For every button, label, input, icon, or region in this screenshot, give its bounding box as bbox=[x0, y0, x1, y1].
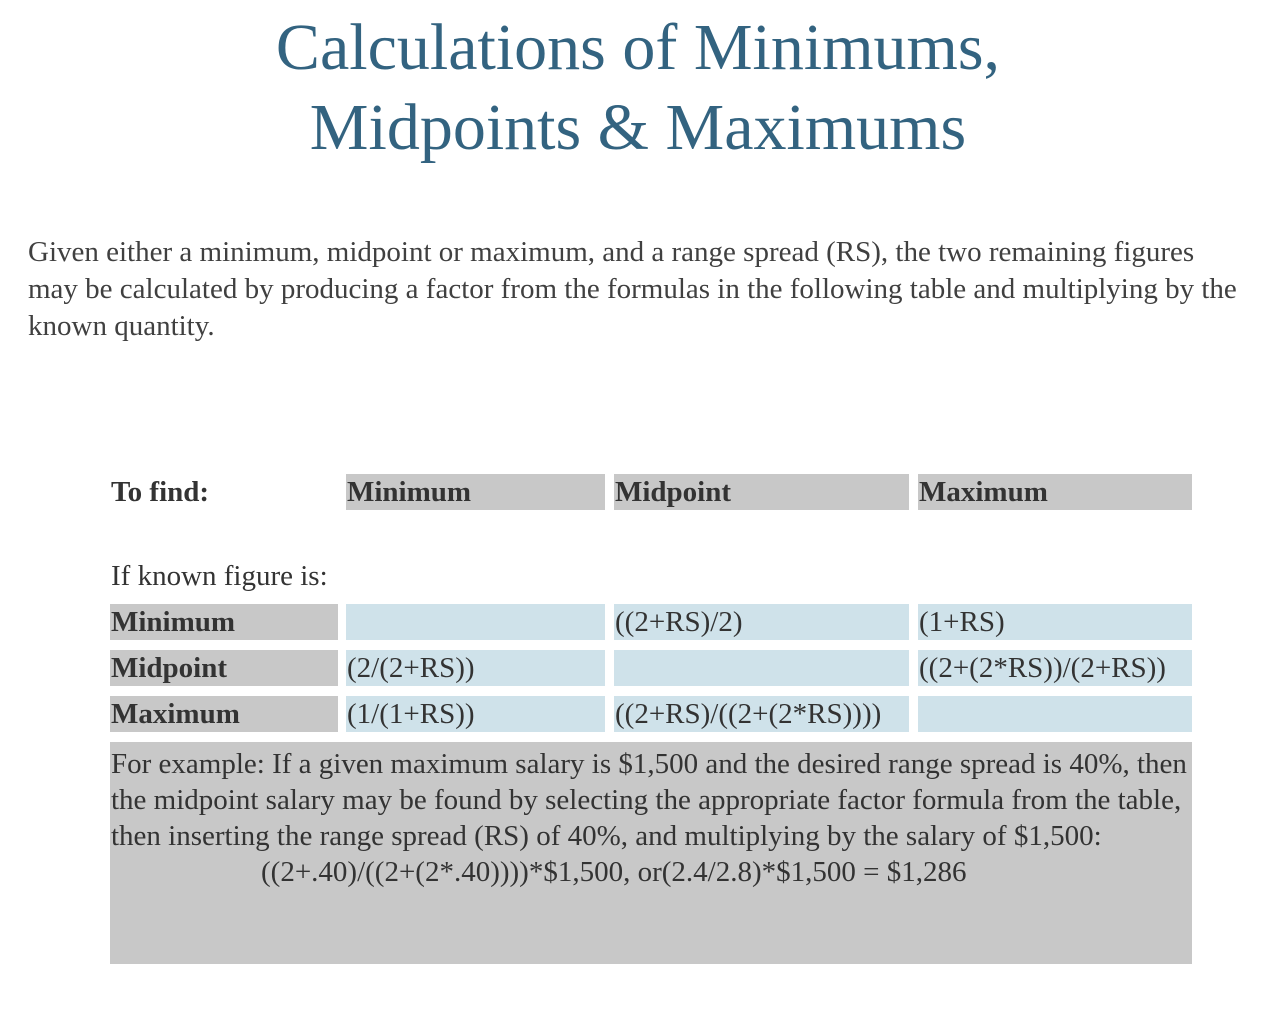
cell-maximum-maximum bbox=[918, 696, 1192, 732]
cell-minimum-midpoint: ((2+RS)/2) bbox=[614, 604, 909, 640]
header-maximum: Maximum bbox=[918, 474, 1192, 510]
example-box bbox=[110, 742, 1192, 964]
cell-maximum-midpoint: ((2+RS)/((2+(2*RS)))) bbox=[614, 696, 909, 732]
row-label-midpoint: Midpoint bbox=[110, 650, 338, 686]
cell-midpoint-maximum: ((2+(2*RS))/(2+RS)) bbox=[918, 650, 1192, 686]
cell-minimum-minimum bbox=[346, 604, 605, 640]
cell-midpoint-minimum: (2/(2+RS)) bbox=[346, 650, 605, 686]
example-formula: ((2+.40)/((2+(2*.40))))*$1,500, or(2.4/2.8)*$1,500 = $1,286 bbox=[261, 856, 967, 888]
cell-maximum-minimum: (1/(1+RS)) bbox=[346, 696, 605, 732]
cell-midpoint-midpoint bbox=[614, 650, 909, 686]
page-title-line-2: Midpoints & Maximums bbox=[309, 91, 967, 164]
to-find-label: To find: bbox=[111, 476, 210, 508]
known-figure-label: If known figure is: bbox=[111, 560, 328, 592]
row-label-maximum: Maximum bbox=[110, 696, 338, 732]
page-title-line-1: Calculations of Minimums, bbox=[275, 11, 1001, 84]
example-text: For example: If a given maximum salary is $1,500 and the desired range spread is 40%, then the midpoint salary may be found by selecting the appropriate factor formula from the table, then inserting the range spread (RS) of 40%, and multiplying by the salary of $1,500: bbox=[111, 748, 1187, 852]
intro-paragraph: Given either a minimum, midpoint or maximum, and a range spread (RS), the two remaining figures may be calculated by producing a factor from the formulas in the following table and multiplying by the known quantity. bbox=[28, 236, 1237, 342]
page-title bbox=[0, 8, 1276, 168]
cell-minimum-maximum: (1+RS) bbox=[918, 604, 1192, 640]
header-minimum: Minimum bbox=[346, 474, 605, 510]
row-label-minimum: Minimum bbox=[110, 604, 338, 640]
header-midpoint: Midpoint bbox=[614, 474, 909, 510]
